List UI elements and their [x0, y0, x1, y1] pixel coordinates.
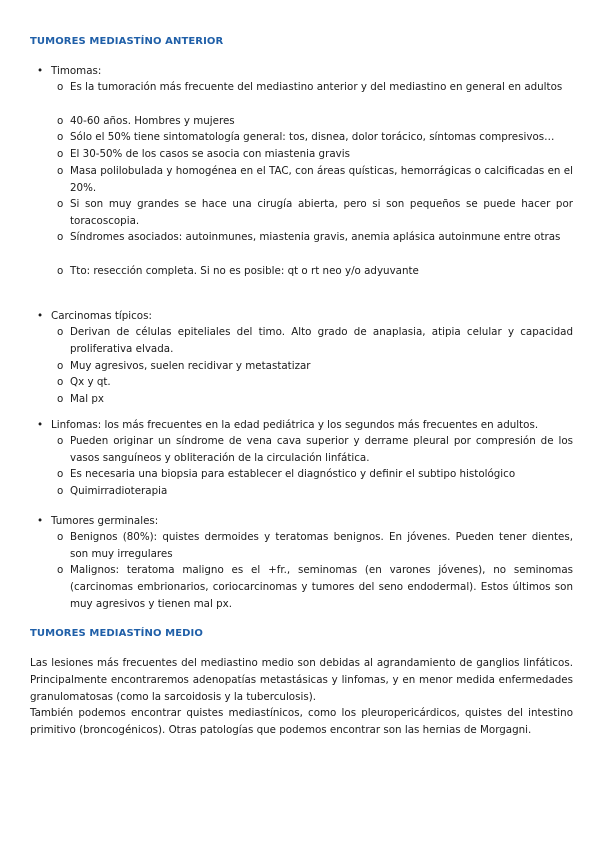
section-heading-medio: TUMORES MEDIASTÍNO MEDIO — [30, 628, 203, 639]
sub-list-item — [57, 391, 573, 408]
circle-bullet-icon: o — [57, 564, 64, 576]
linfomas-label: Linfomas: los más frecuentes en la edad pediátrica y los segundos más frecuentes en adultos. — [51, 419, 539, 431]
circle-bullet-icon: o — [57, 131, 64, 143]
sub-list-item — [57, 229, 573, 246]
sub-item-text: Tto: resección completa. Si no es posible: qt o rt neo y/o adyuvante — [70, 265, 419, 277]
sub-item-text: Muy agresivos, suelen recidivar y metastatizar — [70, 360, 311, 372]
circle-bullet-icon: o — [57, 531, 64, 543]
sub-list-item — [57, 196, 573, 230]
sub-item-text: 40-60 años. Hombres y mujeres — [70, 115, 235, 127]
sub-list-item — [57, 466, 573, 483]
sub-list-item — [57, 146, 573, 163]
bullet-icon: • — [37, 419, 44, 431]
sub-item-text: Pueden originar un síndrome de vena cava superior y derrame pleural por compresión de los vasos sanguíneos y obliteración de la circulación linfática. — [70, 435, 573, 464]
sub-list-item — [57, 163, 573, 197]
circle-bullet-icon: o — [57, 485, 64, 497]
sub-item-text: Derivan de células epiteliales del timo. Alto grado de anaplasia, atipia celular y capacidad proliferativa elvada. — [70, 326, 573, 355]
sub-list-item — [57, 433, 573, 467]
sub-list-item — [57, 374, 573, 391]
circle-bullet-icon: o — [57, 115, 64, 127]
sub-list-item — [57, 263, 573, 280]
sub-item-text: El 30-50% de los casos se asocia con miastenia gravis — [70, 148, 350, 160]
sub-list-item — [57, 483, 573, 500]
sub-list-item — [57, 129, 573, 146]
circle-bullet-icon: o — [57, 231, 64, 243]
timomas-label: Timomas: — [51, 65, 102, 77]
paragraph: También podemos encontrar quistes mediastínicos, como los pleuropericárdicos, quistes del intestino primitivo (broncogénicos). Otras patologías que podemos encontrar son las hernias de Morgagni. — [30, 707, 573, 736]
circle-bullet-icon: o — [57, 360, 64, 372]
sub-item-text: Síndromes asociados: autoinmunes, miastenia gravis, anemia aplásica autoinmune entre otras — [70, 231, 561, 243]
sub-item-text: Malignos: teratoma maligno es el +fr., seminomas (en varones jóvenes), no seminomas (carcinomas embrionarios, coriocarcinomas y tumores del seno endodermal). Estos últimos son muy agresivos y tienen mal px. — [70, 564, 573, 610]
bullet-icon: • — [37, 515, 44, 527]
sub-list-item — [57, 113, 573, 130]
circle-bullet-icon: o — [57, 393, 64, 405]
bullet-icon: • — [37, 310, 44, 322]
circle-bullet-icon: o — [57, 198, 64, 210]
circle-bullet-icon: o — [57, 148, 64, 160]
circle-bullet-icon: o — [57, 468, 64, 480]
sub-item-text: Masa polilobulada y homogénea en el TAC, con áreas quísticas, hemorrágicas o calcificadas en el 20%. — [70, 165, 573, 194]
circle-bullet-icon: o — [57, 165, 64, 177]
sub-item-text: Qx y qt. — [70, 376, 111, 388]
germinales-label: Tumores germinales: — [51, 515, 159, 527]
sub-list-item — [57, 324, 573, 358]
sub-item-text: Mal px — [70, 393, 104, 405]
carcinomas-label: Carcinomas típicos: — [51, 310, 152, 322]
sub-item-text: Es la tumoración más frecuente del mediastino anterior y del mediastino en general en adultos — [70, 81, 563, 93]
circle-bullet-icon: o — [57, 265, 64, 277]
sub-item-text: Sólo el 50% tiene sintomatología general: tos, disnea, dolor torácico, síntomas compresivos… — [70, 131, 555, 143]
sub-list-item — [57, 358, 573, 375]
section-heading-anterior: TUMORES MEDIASTÍNO ANTERIOR — [30, 36, 224, 47]
bullet-icon: • — [37, 65, 44, 77]
sub-list-item — [57, 562, 573, 612]
circle-bullet-icon: o — [57, 435, 64, 447]
circle-bullet-icon: o — [57, 81, 64, 93]
sub-list-item — [57, 529, 573, 563]
paragraph: Las lesiones más frecuentes del mediastino medio son debidas al agrandamiento de ganglios linfáticos. Principalmente encontraremos adenopatías metastásicas y linfomas, y en menor medida enfermedades granulomatosas (como la sarcoidosis y la tuberculosis). — [30, 657, 573, 703]
sub-item-text: Benignos (80%): quistes dermoides y teratomas benignos. En jóvenes. Pueden tener dientes, son muy irregulares — [70, 531, 573, 560]
circle-bullet-icon: o — [57, 326, 64, 338]
circle-bullet-icon: o — [57, 376, 64, 388]
sub-item-text: Quimirradioterapia — [70, 485, 168, 497]
sub-item-text: Si son muy grandes se hace una cirugía abierta, pero si son pequeños se puede hacer por toracoscopia. — [70, 198, 573, 227]
sub-list-item — [57, 79, 573, 96]
sub-item-text: Es necesaria una biopsia para establecer el diagnóstico y definir el subtipo histológico — [70, 468, 516, 480]
